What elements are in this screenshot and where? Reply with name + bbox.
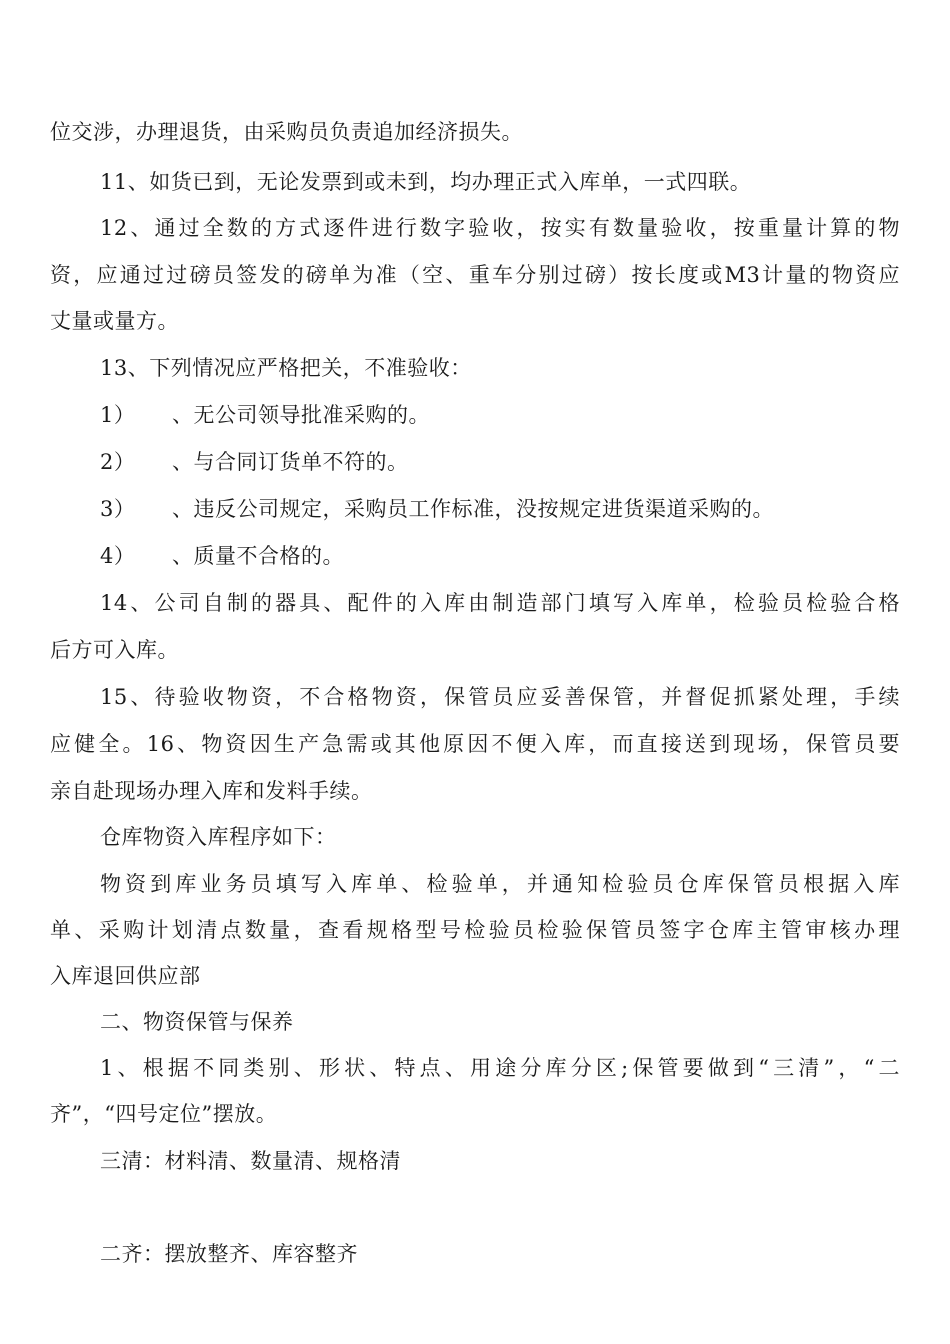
paragraph-line: 二齐：摆放整齐、库容整齐: [100, 1242, 358, 1266]
list-item-text: 、无公司领导批准采购的。: [172, 403, 430, 427]
paragraph-line: 单、采购计划清点数量，查看规格型号检验员检验保管员签字仓库主管审核办理: [50, 918, 900, 942]
section-heading: 二、物资保管与保养: [100, 1010, 294, 1034]
paragraph-line: 丈量或量方。: [50, 309, 179, 333]
list-item: [100, 542, 900, 570]
paragraph-line: 资，应通过过磅员签发的磅单为准（空、重车分别过磅）按长度或M3计量的物资应: [50, 263, 900, 287]
paragraph-line: 14、公司自制的器具、配件的入库由制造部门填写入库单，检验员检验合格: [100, 591, 900, 615]
list-item-text: 、质量不合格的。: [172, 544, 344, 568]
paragraph-line: 位交涉，办理退货，由采购员负责追加经济损失。: [50, 120, 523, 144]
paragraph-line: 后方可入库。: [50, 638, 179, 662]
list-item-text: 、与合同订货单不符的。: [172, 450, 409, 474]
paragraph-line: 应健全。16、物资因生产急需或其他原因不便入库，而直接送到现场，保管员要: [50, 732, 900, 756]
paragraph-line: 15、待验收物资，不合格物资，保管员应妥善保管，并督促抓紧处理，手续: [100, 685, 900, 709]
paragraph-line: 齐”，“四号定位”摆放。: [50, 1102, 278, 1126]
paragraph-line: 12、通过全数的方式逐件进行数字验收，按实有数量验收，按重量计算的物: [100, 216, 900, 240]
paragraph-line: 11、如货已到，无论发票到或未到，均办理正式入库单，一式四联。: [100, 170, 752, 194]
paragraph-line: 1、根据不同类别、形状、特点、用途分库分区;保管要做到“三清”，“二: [100, 1056, 900, 1080]
paragraph-line: 13、下列情况应严格把关，不准验收：: [100, 356, 472, 380]
list-item-number: 1）: [100, 403, 136, 427]
paragraph-line: 三清：材料清、数量清、规格清: [100, 1149, 401, 1173]
paragraph-line: 仓库物资入库程序如下：: [100, 825, 337, 849]
list-item-number: 3）: [100, 497, 136, 521]
list-item-number: 2）: [100, 450, 136, 474]
list-item-text: 、违反公司规定，采购员工作标准，没按规定进货渠道采购的。: [172, 497, 774, 521]
list-item: [100, 495, 900, 523]
paragraph-line: 亲自赴现场办理入库和发料手续。: [50, 779, 373, 803]
list-item: [100, 401, 900, 429]
list-item-number: 4）: [100, 544, 136, 568]
paragraph-line: 物资到库业务员填写入库单、检验单，并通知检验员仓库保管员根据入库: [100, 872, 900, 896]
list-item: [100, 448, 900, 476]
paragraph-line: 入库退回供应部: [50, 964, 201, 988]
